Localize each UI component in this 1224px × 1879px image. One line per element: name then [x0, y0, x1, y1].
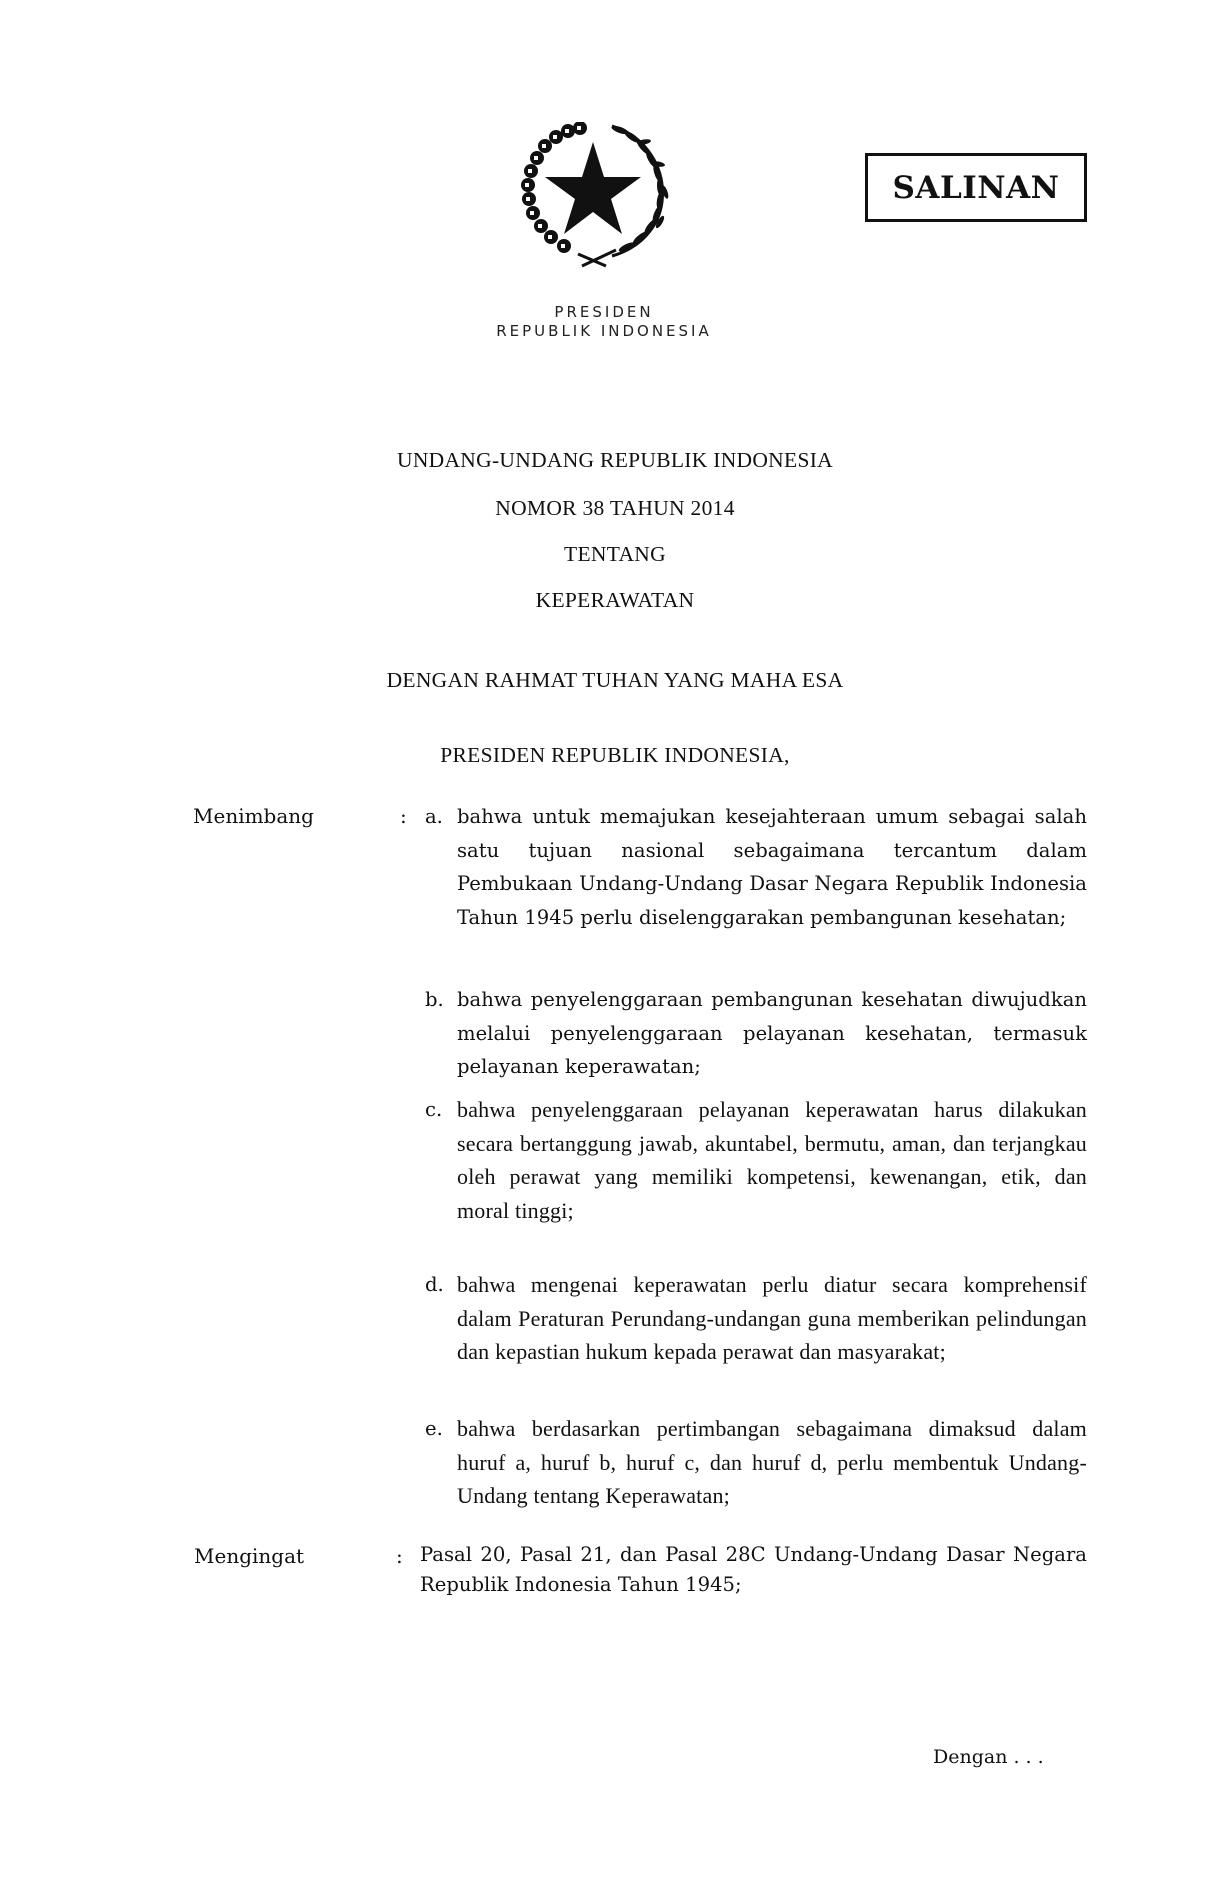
office-heading-president: PRESIDEN: [554, 303, 654, 321]
office-heading-republic: REPUBLIK INDONESIA: [496, 322, 712, 340]
salinan-label: SALINAN: [892, 169, 1060, 206]
item-text: bahwa penyelenggaraan pembangunan kesehatan diwujudkan melalui penyelenggaraan pelayanan kesehatan, termasuk pelayanan keperawatan;: [457, 988, 1087, 1078]
mengingat-colon: :: [396, 1544, 403, 1568]
law-subject: KEPERAWATAN: [535, 588, 695, 612]
law-about: TENTANG: [564, 542, 666, 566]
law-number: NOMOR 38 TAHUN 2014: [495, 496, 735, 520]
page-continuation: Dengan . . .: [933, 1746, 1044, 1768]
law-title: UNDANG-UNDANG REPUBLIK INDONESIA: [397, 448, 833, 472]
invocation: DENGAN RAHMAT TUHAN YANG MAHA ESA: [386, 668, 844, 692]
item-text: bahwa untuk memajukan kesejahteraan umum sebagai salah satu tujuan nasional sebagaimana tercantum dalam Pembukaan Undang-Undang Dasar Negara Republik Indonesia Tahun 1945 perlu diselenggarakan pembangunan kesehatan;: [457, 805, 1087, 929]
item-text: bahwa mengenai keperawatan perlu diatur secara komprehensif dalam Peraturan Perundang-undangan guna memberikan pelindungan dan kepastian hukum kepada perawat dan masyarakat;: [457, 1272, 1087, 1364]
item-marker: c.: [425, 1098, 443, 1121]
item-text: bahwa berdasarkan pertimbangan sebagaimana dimaksud dalam huruf a, huruf b, huruf c, dan huruf d, perlu membentuk Undang-Undang tentang Keperawatan;: [457, 1416, 1087, 1508]
consideration-item-c: [403, 1093, 1093, 1227]
item-marker: e.: [425, 1417, 443, 1440]
consideration-item-a: [403, 800, 1093, 934]
issuer-line: PRESIDEN REPUBLIK INDONESIA,: [440, 743, 790, 767]
consideration-item-d: [403, 1268, 1093, 1369]
mengingat-label: Mengingat: [194, 1544, 305, 1568]
presidential-emblem-icon: [520, 122, 670, 268]
item-marker: a.: [425, 805, 443, 828]
mengingat-text: Pasal 20, Pasal 21, dan Pasal 28C Undang-Undang Dasar Negara Republik Indonesia Tahun 1945;: [420, 1543, 1087, 1596]
salinan-stamp: [865, 153, 1087, 222]
item-text: bahwa penyelenggaraan pelayanan keperawatan harus dilakukan secara bertanggung jawab, akuntabel, bermutu, aman, dan terjangkau oleh perawat yang memiliki kompetensi, kewenangan, etik, dan moral tinggi;: [457, 1097, 1087, 1223]
item-marker: b.: [425, 988, 444, 1011]
menimbang-label: Menimbang: [193, 804, 314, 828]
consideration-item-e: [403, 1412, 1093, 1513]
item-marker: d.: [425, 1273, 444, 1296]
consideration-item-b: [403, 983, 1093, 1084]
menimbang-colon: :: [400, 804, 407, 828]
